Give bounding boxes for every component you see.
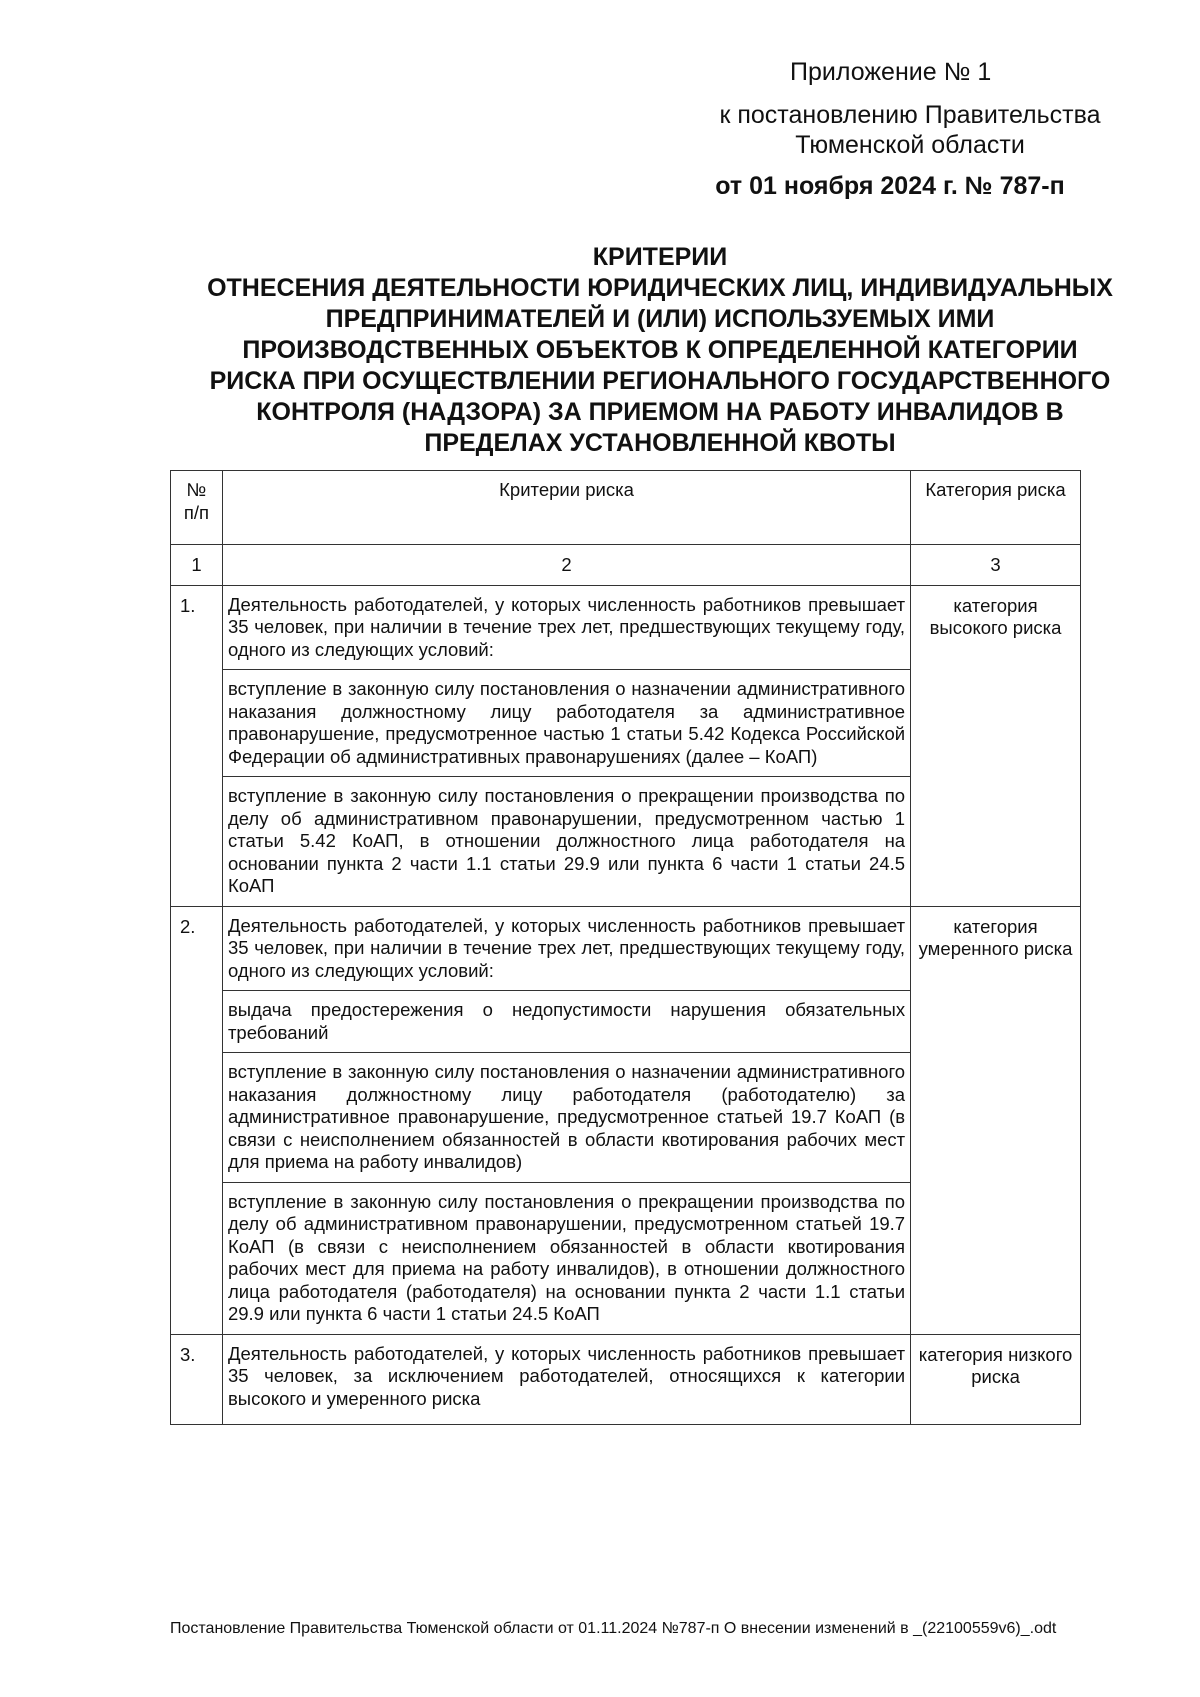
title-line: ОТНЕСЕНИЯ ДЕЯТЕЛЬНОСТИ ЮРИДИЧЕСКИХ ЛИЦ, ИНДИВИДУАЛЬНЫХ	[207, 274, 1113, 302]
decree-reference-line1: к постановлению Правительства	[719, 101, 1101, 129]
title-line: РИСКА ПРИ ОСУЩЕСТВЛЕНИИ РЕГИОНАЛЬНОГО ГОСУДАРСТВЕННОГО	[209, 367, 1111, 395]
header-number: № п/п	[171, 471, 223, 545]
decree-reference	[690, 100, 1130, 160]
criteria-cell: Деятельность работодателей, у которых численность работников превышает 35 человек, при наличии в течение трех лет, предшествующих текущему году, одного из следующих условий:	[222, 585, 910, 670]
risk-category: категория высокого риска	[911, 585, 1081, 906]
table-header-row	[171, 471, 1081, 545]
criteria-cell: вступление в законную силу постановления о прекращении производства по делу об административном правонарушении, предусмотренном частью 1 статьи 5.42 КоАП, в отношении должностного лица работодателя на основании пункта 2 части 1.1 статьи 29.9 или пункта 6 части 1 статьи 24.5 КоАП	[222, 777, 910, 907]
document-title	[160, 242, 1160, 459]
row-number: 1.	[171, 585, 223, 906]
title-line: ПРЕДЕЛАХ УСТАНОВЛЕННОЙ КВОТЫ	[424, 429, 896, 457]
document-footer: Постановление Правительства Тюменской области от 01.11.2024 №787-п О внесении изменений в _(22100559v6)_.odt	[170, 1620, 1057, 1637]
index-cell: 1	[171, 545, 223, 586]
criteria-cell: выдача предостережения о недопустимости нарушения обязательных требований	[222, 991, 910, 1053]
table-row	[171, 1334, 1081, 1425]
index-cell: 3	[911, 545, 1081, 586]
title-line: ПРЕДПРИНИМАТЕЛЕЙ И (ИЛИ) ИСПОЛЬЗУЕМЫХ ИМИ	[325, 305, 995, 333]
decree-reference-line2: Тюменской области	[795, 131, 1025, 159]
title-line: КРИТЕРИИ	[592, 243, 728, 271]
risk-category: категория низкого риска	[911, 1334, 1081, 1425]
row-number: 3.	[171, 1334, 223, 1425]
decree-date: от 01 ноября 2024 г. № 787-п	[715, 172, 1065, 200]
criteria-cell: вступление в законную силу постановления о прекращении производства по делу об административном правонарушении, предусмотренном статьей 19.7 КоАП (в связи с неисполнением обязанностей в области квотирования рабочих мест для приема на работу инвалидов), в отношении должностного лица работодателя (работодателя) на основании пункта 2 части 1.1 статьи 29.9 или пункта 6 части 1 статьи 24.5 КоАП	[222, 1182, 910, 1334]
title-line: ПРОИЗВОДСТВЕННЫХ ОБЪЕКТОВ К ОПРЕДЕЛЕННОЙ КАТЕГОРИИ	[242, 336, 1078, 364]
table-row	[171, 906, 1081, 991]
annex-number: Приложение № 1	[790, 58, 992, 86]
header-criteria: Критерии риска	[222, 471, 910, 545]
risk-category: категория умеренного риска	[911, 906, 1081, 1334]
risk-criteria-table	[170, 470, 1081, 1425]
criteria-cell: Деятельность работодателей, у которых численность работников превышает 35 человек, при наличии в течение трех лет, предшествующих текущему году, одного из следующих условий:	[222, 906, 910, 991]
index-cell: 2	[222, 545, 910, 586]
criteria-cell: вступление в законную силу постановления о назначении административного наказания должностному лицу работодателя за административное правонарушение, предусмотренное частью 1 статьи 5.42 Кодекса Российской Федерации об административных правонарушениях (далее – КоАП)	[222, 670, 910, 777]
header-category: Категория риска	[911, 471, 1081, 545]
criteria-cell: вступление в законную силу постановления о назначении административного наказания должностному лицу работодателя (работодателю) за административное правонарушение, предусмотренное статьей 19.7 КоАП (в связи с неисполнением обязанностей в области квотирования рабочих мест для приема на работу инвалидов)	[222, 1053, 910, 1183]
row-number: 2.	[171, 906, 223, 1334]
table-row	[171, 585, 1081, 670]
criteria-cell: Деятельность работодателей, у которых численность работников превышает 35 человек, за исключением работодателей, относящихся к категории высокого и умеренного риска	[222, 1334, 910, 1425]
table-index-row	[171, 545, 1081, 586]
title-line: КОНТРОЛЯ (НАДЗОРА) ЗА ПРИЕМОМ НА РАБОТУ ИНВАЛИДОВ В	[256, 398, 1064, 426]
